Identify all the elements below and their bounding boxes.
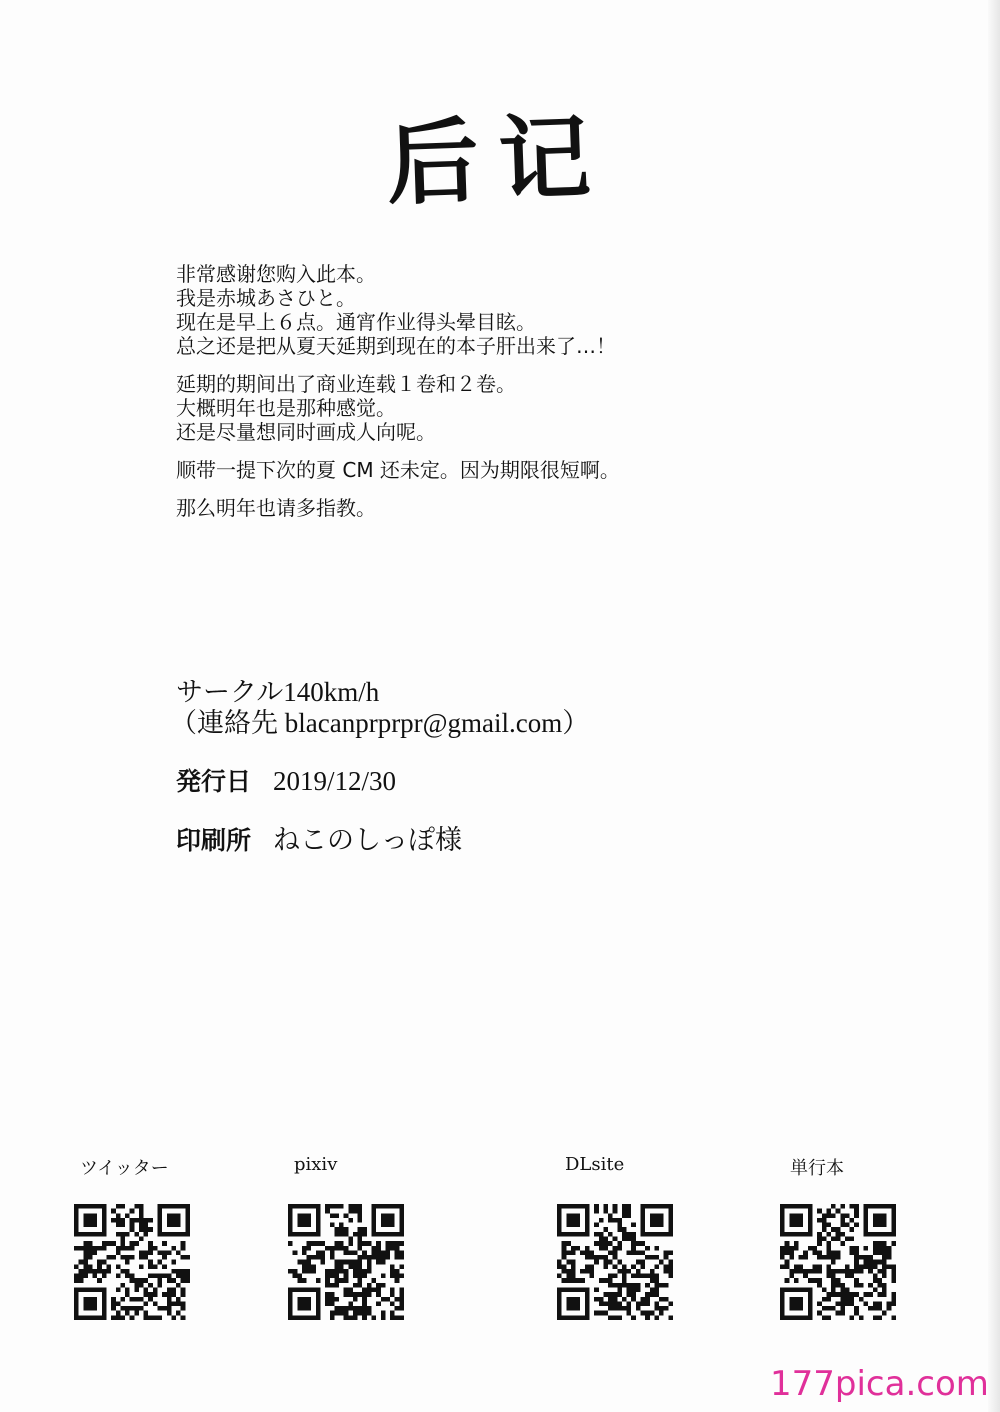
paragraph: [176, 496, 620, 520]
qr-label-dlsite: DLsite: [565, 1154, 625, 1175]
printer-value: ねこのしっぽ様: [273, 825, 463, 855]
afterword-body: [176, 262, 620, 534]
text-line: 延期的期间出了商业连载１卷和２卷。: [176, 372, 516, 396]
qr-code-icon[interactable]: [557, 1204, 673, 1320]
paragraph: [176, 458, 620, 482]
text-line: 还是尽量想同时画成人向呢。: [176, 420, 436, 444]
page-edge: [988, 0, 1000, 1412]
page-title: 后记: [384, 102, 613, 218]
issue-date-row: [176, 765, 396, 798]
qr-code-icon[interactable]: [74, 1204, 190, 1320]
text-line: 我是赤城あさひと。: [176, 286, 356, 310]
circle-name: サークル140km/h: [176, 677, 380, 707]
qr-code-icon[interactable]: [780, 1204, 896, 1320]
text-line: 顺带一提下次的夏 CM 还未定。因为期限很短啊。: [176, 458, 620, 482]
issue-date-label: 発行日: [176, 767, 252, 796]
qr-label-pixiv: pixiv: [294, 1154, 338, 1175]
qr-label-twitter: ツイッター: [80, 1158, 169, 1179]
text-line: 总之还是把从夏天延期到现在的本子肝出来了…！: [176, 334, 616, 358]
qr-code-icon[interactable]: [288, 1204, 404, 1320]
text-line: 那么明年也请多指教。: [176, 496, 376, 520]
watermark-text: 177pica.com: [770, 1364, 989, 1404]
qr-label-book: 単行本: [790, 1158, 844, 1179]
issue-date-value: 2019/12/30: [273, 766, 397, 796]
text-line: 大概明年也是那种感觉。: [176, 396, 396, 420]
printer-row: [176, 824, 462, 857]
paragraph: [176, 372, 620, 444]
contact-line: （連絡先 blacanprprpr@gmail.com）: [170, 708, 590, 738]
printer-label: 印刷所: [176, 826, 252, 855]
paragraph: [176, 262, 620, 358]
text-line: 现在是早上６点。通宵作业得头晕目眩。: [176, 310, 536, 334]
text-line: 非常感谢您购入此本。: [176, 262, 376, 286]
